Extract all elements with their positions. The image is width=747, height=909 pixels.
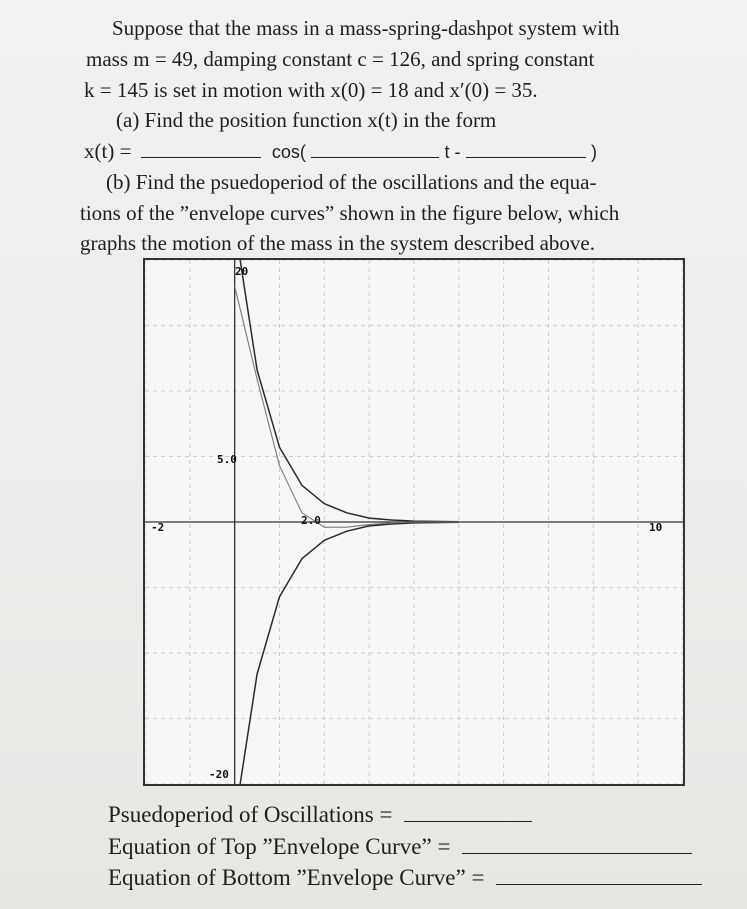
problem-line-3: k = 145 is set in motion with x(0) = 18 and x′(0) = 35. <box>84 78 538 102</box>
motion-graph <box>143 258 685 786</box>
mid-left-label: 5.0 <box>217 453 237 466</box>
y-max-label: 20 <box>235 265 249 278</box>
top-envelope-label: Equation of Top ”Envelope Curve” = <box>108 834 451 859</box>
part-b-line-2: tions of the ”envelope curves” shown in the figure below, which <box>80 201 620 225</box>
form-close: ) <box>590 142 597 162</box>
pseudoperiod-row <box>108 803 532 826</box>
form-cos: cos( <box>271 142 306 162</box>
part-a-prompt: (a) Find the position function x(t) in the form <box>116 108 497 132</box>
x-max-label: 10 <box>649 521 663 534</box>
problem-line-2: mass m = 49, damping constant c = 126, and spring constant <box>86 47 595 71</box>
part-b-line-1: (b) Find the psuedoperiod of the oscillations and the equa- <box>106 170 597 194</box>
y-min-label: -20 <box>209 768 229 781</box>
top-envelope-row <box>108 835 692 858</box>
problem-line-1: Suppose that the mass in a mass-spring-dashpot system with <box>112 16 620 40</box>
omega-blank[interactable] <box>311 157 439 158</box>
form-prefix: x(t) = <box>84 139 132 163</box>
pseudoperiod-blank[interactable] <box>404 821 532 822</box>
x-min-label: -2 <box>151 521 165 534</box>
bottom-envelope-label: Equation of Bottom ”Envelope Curve” = <box>108 865 485 890</box>
pseudoperiod-label: Psuedoperiod of Oscillations = <box>108 802 393 827</box>
plot-area <box>145 260 683 784</box>
mid-right-label: 2.0 <box>301 514 321 527</box>
amplitude-blank[interactable] <box>141 157 261 158</box>
form-t: t - <box>444 142 461 162</box>
part-b-line-3: graphs the motion of the mass in the system described above. <box>80 231 595 255</box>
form-row <box>84 141 597 162</box>
top-envelope-blank[interactable] <box>462 853 692 854</box>
phase-blank[interactable] <box>466 157 586 158</box>
bottom-envelope-blank[interactable] <box>496 884 702 885</box>
bottom-envelope-row <box>108 866 702 889</box>
